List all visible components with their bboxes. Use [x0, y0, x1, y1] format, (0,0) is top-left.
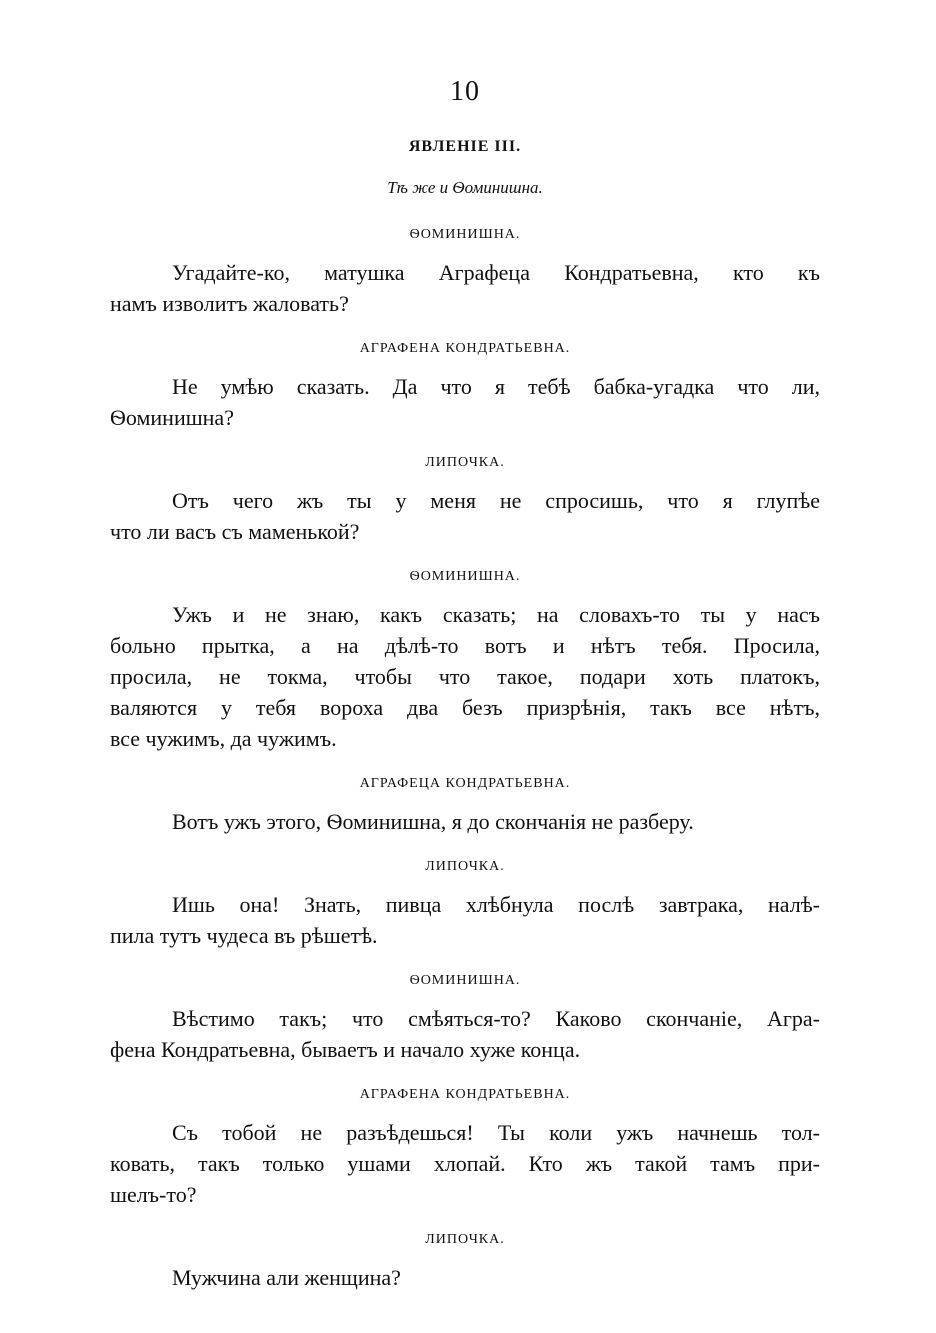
dialogue [110, 225, 820, 1293]
speech-paragraph [110, 371, 820, 433]
speech-line: Вотъ ужъ этого, Ѳоминишна, я до скончанія не разберу. [172, 809, 694, 834]
stage-direction: Тѣ же и Ѳоминишна. [387, 178, 543, 197]
speech-line: пила тутъ чудеса въ рѣшетѣ. [110, 923, 378, 948]
speech-line: ковать, такъ только ушами хлопай. Кто жъ такой тамъ при- [110, 1151, 820, 1176]
speaker-name: АГРАФЕНА КОНДРАТЬЕВНА. [359, 341, 571, 356]
speaker-name: ѲОМИНИШНА. [409, 569, 521, 584]
speech-line: Ѳоминишна? [110, 405, 234, 430]
speech-line: что ли васъ съ маменькой? [110, 519, 360, 544]
speech-line: Не умѣю сказать. Да что я тебѣ бабка-угадка что ли, [172, 374, 820, 399]
speech-line: Ужъ и не знаю, какъ сказать; на словахъ-то ты у насъ [172, 602, 820, 627]
speech-line: намъ изволитъ жаловать? [110, 291, 349, 316]
speech-line: Ишь она! Знать, пивца хлѣбнула послѣ завтрака, налѣ- [172, 892, 820, 917]
speech-line: Съ тобой не разъѣдешься! Ты коли ужъ начнешь тол- [172, 1120, 820, 1145]
speech-paragraph [110, 1262, 820, 1293]
speech-line: Вѣстимо такъ; что смѣяться-то? Каково скончаніе, Агра- [172, 1006, 820, 1031]
speech-line: Угадайте-ко, матушка Аграфеца Кондратьевна, кто къ [172, 260, 820, 285]
speech-line: шелъ-то? [110, 1182, 197, 1207]
speech-line: фена Кондратьевна, бываетъ и начало хуже конца. [110, 1037, 581, 1062]
speech-paragraph [110, 889, 820, 951]
page-number: 10 [450, 76, 480, 107]
speech-paragraph [110, 485, 820, 547]
speech-line: Мужчина али женщина? [172, 1265, 401, 1290]
speaker-name: ѲОМИНИШНА. [409, 973, 521, 988]
speech-line: просила, не токма, чтобы что такое, подари хоть платокъ, [110, 664, 820, 689]
speaker-name: ЛИПОЧКА. [425, 455, 505, 470]
speaker-name: ЛИПОЧКА. [425, 1232, 505, 1247]
speech-paragraph [110, 1003, 820, 1065]
speech-line: Отъ чего жъ ты у меня не спросишь, что я глупѣе [172, 488, 820, 513]
speaker-name: АГРАФЕЦА КОНДРАТЬЕВНА. [359, 776, 571, 791]
speech-paragraph [110, 806, 820, 837]
speech-line: валяются у тебя вороха два безъ призрѣнія, такъ все нѣтъ, [110, 695, 820, 720]
speaker-name: ЛИПОЧКА. [425, 859, 505, 874]
speaker-name: ѲОМИНИШНА. [409, 227, 521, 242]
document-page [110, 72, 820, 1313]
scene-title: ЯВЛЕНІЕ III. [408, 138, 522, 155]
speech-paragraph [110, 257, 820, 319]
speech-line: все чужимъ, да чужимъ. [110, 726, 337, 751]
speech-paragraph [110, 599, 820, 754]
speech-paragraph [110, 1117, 820, 1210]
speaker-name: АГРАФЕНА КОНДРАТЬЕВНА. [359, 1087, 571, 1102]
speech-line: больно прытка, а на дѣлѣ-то вотъ и нѣтъ тебя. Просила, [110, 633, 820, 658]
